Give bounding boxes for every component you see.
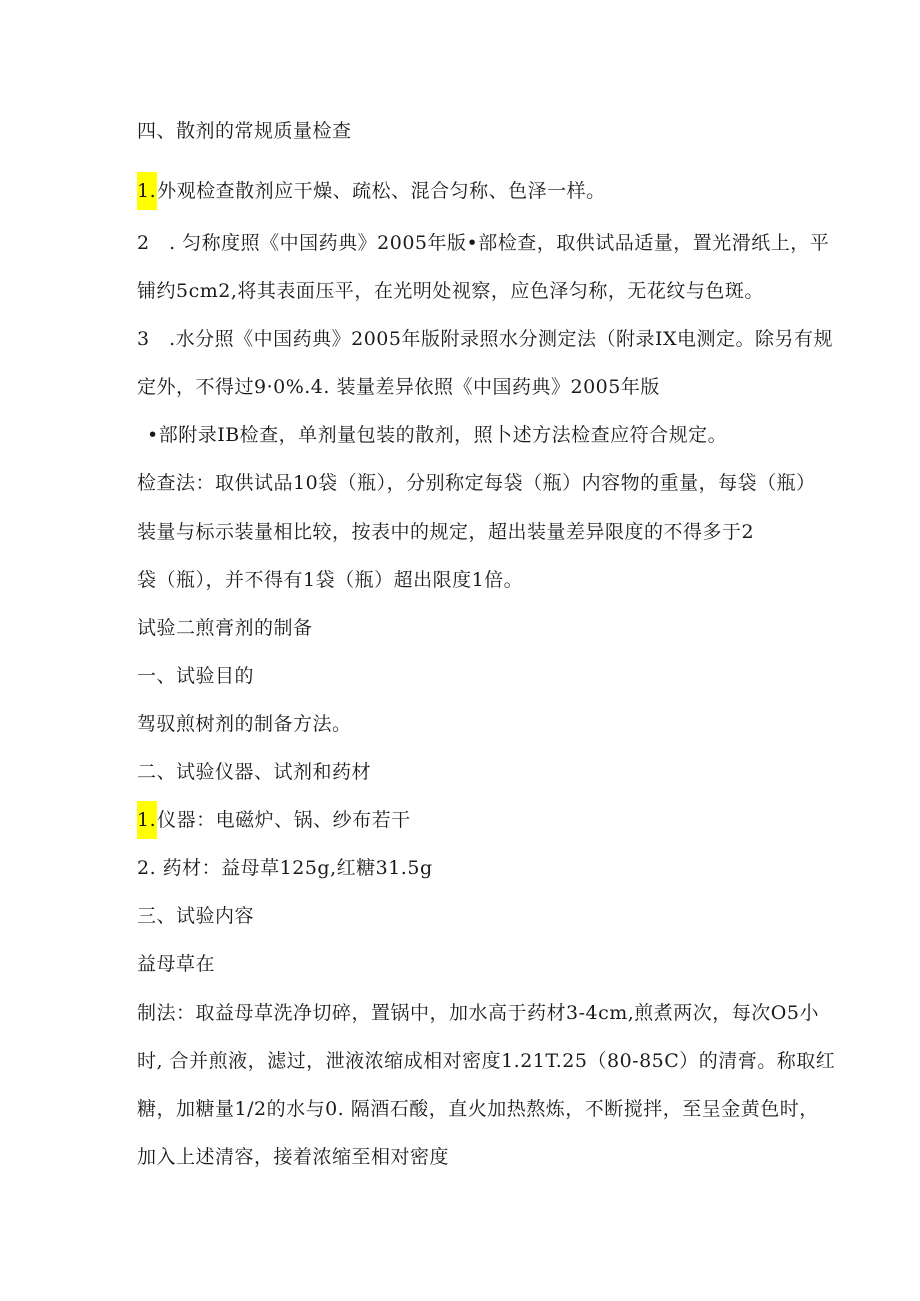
paragraph-moisture: 3 .水分照《中国药典》2005年版附录照水分测定法（附录IX电测定。除另有规 xyxy=(137,328,834,350)
paragraph-subtitle: 益母草在 xyxy=(137,953,216,975)
paragraph-inspection-method: 检查法：取供试品10袋（瓶），分别称定每袋（瓶）内容物的重量，每袋（瓶） xyxy=(137,472,816,494)
paragraph-weight-variation: •部附录IB检查，单剂量包装的散剂，照卜述方法检查应符合规定。 xyxy=(147,424,728,446)
list-number-highlighted: 1. xyxy=(137,172,157,210)
list-item-text: 仪器：电磁炉、锅、纱布若干 xyxy=(157,809,411,831)
paragraph-method-cont: 时, 合并煎液，滤过，泄液浓缩成相对密度1.21T.25（80-85C）的清膏。称取红 xyxy=(137,1050,836,1072)
paragraph-moisture-cont: 定外，不得过9·0%.4. 装量差异依照《中国药典》2005年版 xyxy=(137,376,660,398)
paragraph-method-cont-2: 糖，加糖量1/2的水与0. 隔酒石酸，直火加热熬炼，不断搅拌，至呈金黄色时， xyxy=(137,1098,819,1120)
section-heading-quality-check: 四、散剂的常规质量检查 xyxy=(137,120,352,142)
section-heading-purpose: 一、试验目的 xyxy=(137,665,255,687)
experiment-title: 试验二煎膏剂的制备 xyxy=(137,617,313,639)
paragraph-method: 制法：取益母草洗净切碎，置锅中，加水高于药材3-4cm,煎煮两次，每次O5小 xyxy=(137,1002,819,1024)
paragraph-uniformity-cont: 铺约5cm2,将其表面压平，在光明处视察，应色泽匀称，无花纹与色斑。 xyxy=(137,280,764,302)
list-item-materials: 2. 药材：益母草125g,红糖31.5g xyxy=(137,857,433,879)
paragraph-uniformity: 2 . 匀称度照《中国药典》2005年版•部检查，取供试品适量，置光滑纸上，平 xyxy=(137,232,830,254)
paragraph-inspection-method-cont: 装量与标示装量相比较，按表中的规定，超出装量差异限度的不得多于2 xyxy=(137,521,755,543)
list-number-highlighted: 1. xyxy=(137,801,157,839)
paragraph-appearance-check xyxy=(137,178,606,204)
section-heading-instruments: 二、试验仪器、试剂和药材 xyxy=(137,761,372,783)
paragraph-inspection-method-end: 袋（瓶），并不得有1袋（瓶）超出限度1倍。 xyxy=(137,569,524,591)
list-item-instruments xyxy=(137,807,411,833)
paragraph-purpose: 驾驭煎树剂的制备方法。 xyxy=(137,713,352,735)
paragraph-method-end: 加入上述清容，接着浓缩至相对密度 xyxy=(137,1146,450,1168)
paragraph-text: 外观检查散剂应干燥、疏松、混合匀称、色泽一样。 xyxy=(157,180,606,202)
section-heading-content: 三、试验内容 xyxy=(137,905,255,927)
